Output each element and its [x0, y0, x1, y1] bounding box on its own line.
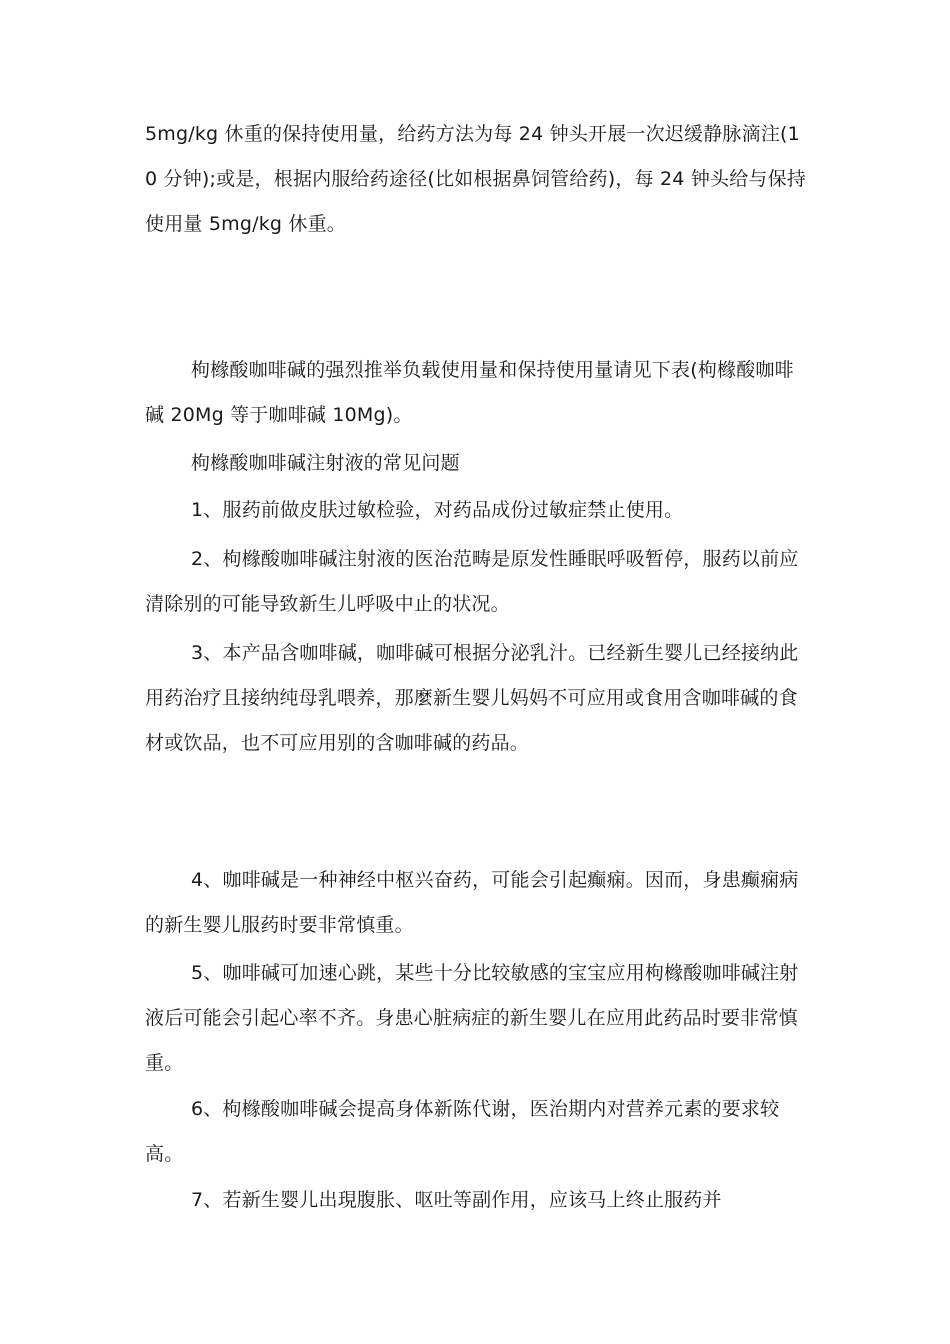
faq-item-6: 6、枸橼酸咖啡碱会提高身体新陈代谢，医治期内对营养元素的要求较高。 [145, 1098, 780, 1165]
faq-item-2: 2、枸橼酸咖啡碱注射液的医治范畴是原发性睡眠呼吸暂停，服药以前应清除别的可能导致新生儿呼吸中止的状况。 [145, 548, 799, 615]
faq-item-1: 1、服药前做皮肤过敏检验，对药品成份过敏症禁止使用。 [191, 499, 684, 521]
dosage-paragraph: 5mg/kg 休重的保持使用量，给药方法为每 24 钟头开展一次迟缓静脉滴注(10 分钟);或是，根据内服给药途径(比如根据鼻饲管给药)，每 24 钟头给与保持使用量 5mg/kg 休重。 [145, 123, 807, 235]
faq-item-3: 3、本产品含咖啡碱，咖啡碱可根据分泌乳汁。已经新生婴儿已经接纳此用药治疗且接纳纯母乳喂养，那麼新生婴儿妈妈不可应用或食用含咖啡碱的食材或饮品，也不可应用别的含咖啡碱的药品。 [145, 642, 799, 754]
loading-dose-paragraph: 枸橼酸咖啡碱的强烈推举负载使用量和保持使用量请见下表(枸橼酸咖啡碱 20Mg 等于咖啡碱 10Mg)。 [145, 359, 794, 426]
faq-item-5: 5、咖啡碱可加速心跳，某些十分比较敏感的宝宝应用枸橼酸咖啡碱注射液后可能会引起心率不齐。身患心脏病症的新生婴儿在应用此药品时要非常慎重。 [145, 962, 799, 1074]
faq-heading: 枸橼酸咖啡碱注射液的常见问题 [191, 452, 460, 474]
faq-item-4: 4、咖啡碱是一种神经中枢兴奋药，可能会引起癫痫。因而，身患癫痫病的新生婴儿服药时要非常慎重。 [145, 869, 799, 936]
faq-item-7: 7、若新生婴儿出現腹胀、呕吐等副作用，应该马上终止服药并 [191, 1189, 722, 1211]
